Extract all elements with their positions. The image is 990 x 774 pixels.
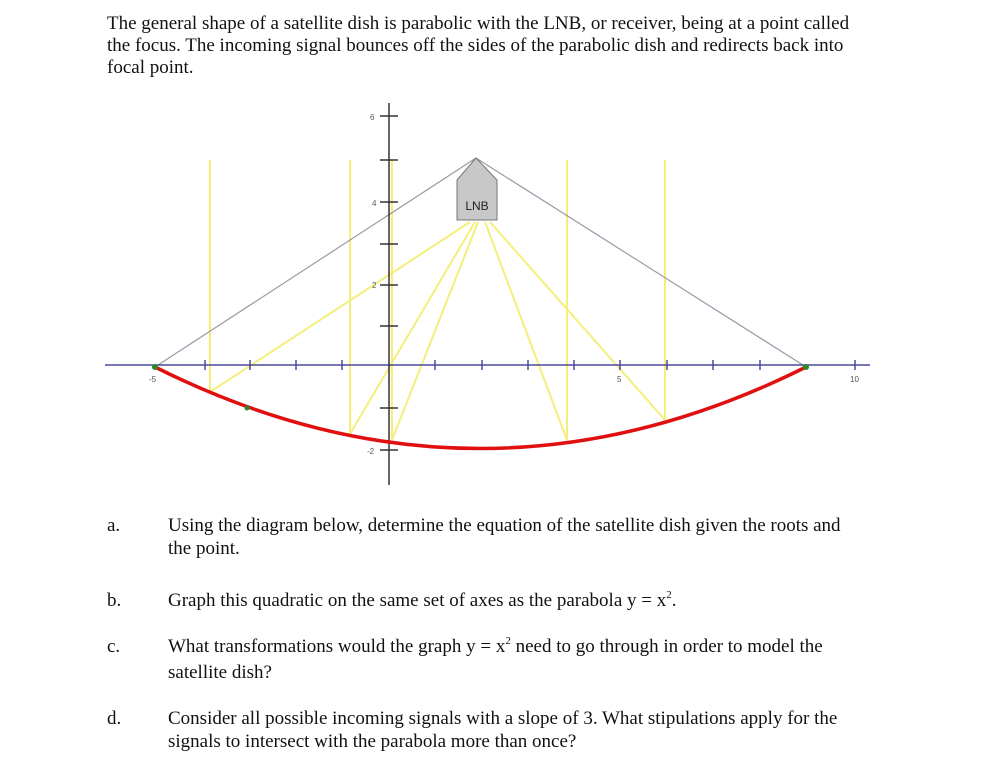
question-letter: d. [107,708,122,729]
reflected-signal [490,222,665,420]
y-tick-label: 4 [372,199,377,208]
question-text: Consider all possible incoming signals with a slope of 3. What stipulations apply for the signals to intersect with the parabola more than once? [168,708,838,752]
x-tick-label: -5 [149,375,157,384]
incoming-signals [210,160,665,440]
x-tick-label: 5 [617,375,622,384]
question-text: Graph this quadratic on the same set of axes as the parabola $y = x^2$. [168,589,677,611]
y-tick-label: 6 [370,113,375,122]
question-letter: b. [107,590,122,611]
parabolic-dish [155,367,806,449]
y-tick-label: 2 [372,281,377,290]
given-point [245,406,250,411]
root-point-left [152,364,158,370]
x-tick-label: 10 [850,375,859,384]
y-tick-label: -2 [367,447,375,456]
lnb-label: LNB [465,199,489,213]
question-text: What transformations would the graph $y = x^2$ need to go through in order to model the satellite dish? [168,635,823,683]
intro-paragraph: The general shape of a satellite dish is parabolic with the LNB, or receiver, being at a point called the focus. The incoming signal bounces off the sides of the parabolic dish and redirects back into focal point. [107,13,850,78]
reflected-signal [485,222,567,440]
question-letter: a. [107,515,121,536]
question-letter: c. [107,636,121,657]
reflected-signal [350,222,475,434]
reflected-signals [210,222,665,440]
y-axis [380,103,398,485]
x-axis [105,360,870,370]
left-support-line [155,158,476,367]
reflected-signal [210,222,470,392]
reflected-signal [392,222,478,440]
question-text: Using the diagram below, determine the equation of the satellite dish given the roots and the point. [168,515,841,559]
root-point-right [803,364,809,370]
